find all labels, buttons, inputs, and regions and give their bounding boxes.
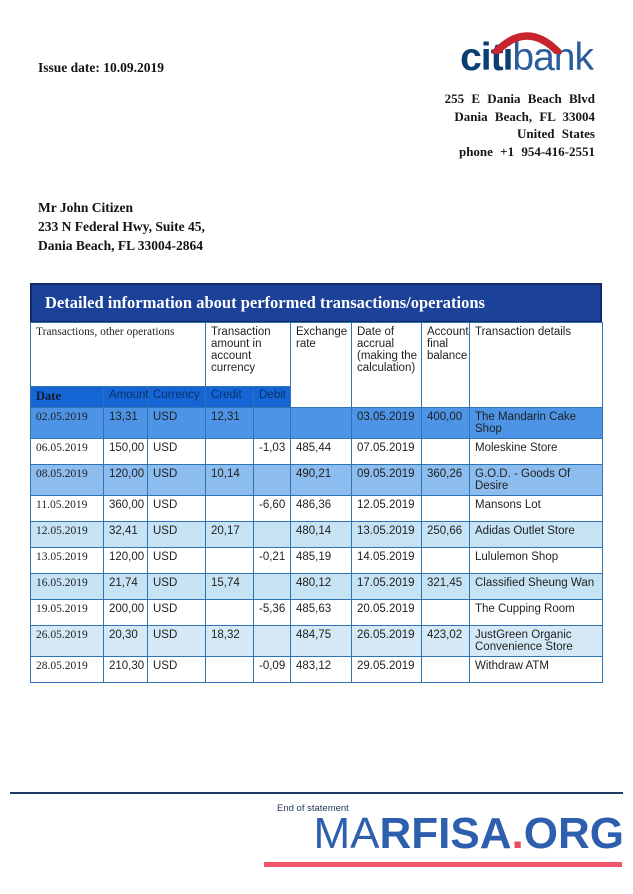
cell-details: Mansons Lot xyxy=(470,496,603,522)
cell-accrual-date: 20.05.2019 xyxy=(352,600,422,626)
bank-address-line: United States xyxy=(516,126,595,141)
cell-credit: 18,32 xyxy=(206,626,254,657)
cell-amount: 13,31 xyxy=(104,408,148,439)
transaction-row xyxy=(31,600,603,626)
cell-currency: USD xyxy=(148,496,206,522)
transactions-section xyxy=(30,283,602,683)
cell-date: 16.05.2019 xyxy=(31,574,104,600)
cell-credit: 12,31 xyxy=(206,408,254,439)
table-title: Detailed information about performed transactions/operations xyxy=(30,283,602,323)
cell-credit xyxy=(206,496,254,522)
cell-balance xyxy=(422,496,470,522)
cell-exchange-rate: 490,21 xyxy=(291,465,352,496)
cell-accrual-date: 26.05.2019 xyxy=(352,626,422,657)
cell-currency: USD xyxy=(148,439,206,465)
cell-exchange-rate: 485,63 xyxy=(291,600,352,626)
cell-balance xyxy=(422,600,470,626)
transaction-row xyxy=(31,496,603,522)
transaction-row xyxy=(31,657,603,683)
cell-balance xyxy=(422,548,470,574)
cell-balance: 400,00 xyxy=(422,408,470,439)
cell-balance xyxy=(422,657,470,683)
cell-details: The Cupping Room xyxy=(470,600,603,626)
cell-credit: 15,74 xyxy=(206,574,254,600)
customer-address-line: 233 N Federal Hwy, Suite 45, xyxy=(38,219,205,234)
bank-address-line: 255 E Dania Beach Blvd xyxy=(444,91,595,106)
cell-details: Moleskine Store xyxy=(470,439,603,465)
cell-debit xyxy=(254,522,291,548)
cell-debit: -6,60 xyxy=(254,496,291,522)
header-amount: Amount xyxy=(104,387,148,408)
cell-date: 02.05.2019 xyxy=(31,408,104,439)
cell-accrual-date: 14.05.2019 xyxy=(352,548,422,574)
cell-amount: 200,00 xyxy=(104,600,148,626)
cell-accrual-date: 29.05.2019 xyxy=(352,657,422,683)
cell-balance: 423,02 xyxy=(422,626,470,657)
cell-amount: 150,00 xyxy=(104,439,148,465)
cell-amount: 120,00 xyxy=(104,548,148,574)
cell-credit xyxy=(206,439,254,465)
customer-address-line: Dania Beach, FL 33004-2864 xyxy=(38,238,204,253)
cell-exchange-rate: 480,12 xyxy=(291,574,352,600)
cell-accrual-date: 09.05.2019 xyxy=(352,465,422,496)
cell-balance: 360,26 xyxy=(422,465,470,496)
header-credit: Credit xyxy=(206,387,254,408)
cell-balance xyxy=(422,439,470,465)
cell-amount: 21,74 xyxy=(104,574,148,600)
cell-debit xyxy=(254,574,291,600)
cell-details: Withdraw ATM xyxy=(470,657,603,683)
cell-currency: USD xyxy=(148,522,206,548)
transaction-row xyxy=(31,548,603,574)
transaction-row xyxy=(31,408,603,439)
cell-currency: USD xyxy=(148,574,206,600)
cell-details: The Mandarin Cake Shop xyxy=(470,408,603,439)
cell-debit xyxy=(254,465,291,496)
cell-debit: -5,36 xyxy=(254,600,291,626)
cell-amount: 120,00 xyxy=(104,465,148,496)
bank-address-line: Dania Beach, FL 33004 xyxy=(454,108,595,124)
cell-exchange-rate: 484,75 xyxy=(291,626,352,657)
transaction-row xyxy=(31,626,603,657)
cell-details: Adidas Outlet Store xyxy=(470,522,603,548)
cell-amount: 210,30 xyxy=(104,657,148,683)
cell-accrual-date: 17.05.2019 xyxy=(352,574,422,600)
cell-date: 26.05.2019 xyxy=(31,626,104,657)
cell-currency: USD xyxy=(148,408,206,439)
cell-date: 13.05.2019 xyxy=(31,548,104,574)
cell-date: 28.05.2019 xyxy=(31,657,104,683)
cell-exchange-rate: 483,12 xyxy=(291,657,352,683)
marfisa-red-bar xyxy=(264,862,622,867)
cell-balance: 321,45 xyxy=(422,574,470,600)
header-debit: Debit xyxy=(254,387,291,408)
cell-credit: 10,14 xyxy=(206,465,254,496)
customer-address-block xyxy=(38,198,205,255)
cell-amount: 32,41 xyxy=(104,522,148,548)
header-date-of-accrual: Date of accrual (making the calculation) xyxy=(352,323,422,408)
cell-accrual-date: 03.05.2019 xyxy=(352,408,422,439)
cell-debit: -1,03 xyxy=(254,439,291,465)
marfisa-logo-org: ORG xyxy=(523,809,624,858)
header-transactions-other-operations: Transactions, other operations xyxy=(31,323,206,387)
cell-amount: 20,30 xyxy=(104,626,148,657)
citi-logo-text: citi xyxy=(460,36,512,79)
cell-date: 19.05.2019 xyxy=(31,600,104,626)
issue-date: Issue date: 10.09.2019 xyxy=(38,60,165,75)
cell-credit xyxy=(206,600,254,626)
cell-debit xyxy=(254,408,291,439)
header-transaction-amount: Transaction amount in account currency xyxy=(206,323,291,387)
cell-balance: 250,66 xyxy=(422,522,470,548)
cell-credit xyxy=(206,657,254,683)
customer-address-line: Mr John Citizen xyxy=(38,200,133,215)
footer-divider xyxy=(10,792,623,794)
header-transaction-details: Transaction details xyxy=(470,323,603,408)
header-date: Date xyxy=(31,387,104,408)
cell-debit: -0,09 xyxy=(254,657,291,683)
marfisa-logo-bold: RFISA xyxy=(379,809,512,858)
citi-arc-icon xyxy=(491,32,563,54)
header-currency: Currency xyxy=(148,387,206,408)
cell-currency: USD xyxy=(148,657,206,683)
transaction-row xyxy=(31,574,603,600)
cell-debit xyxy=(254,626,291,657)
header-account-final-balance: Account final balance xyxy=(422,323,470,408)
cell-amount: 360,00 xyxy=(104,496,148,522)
cell-credit: 20,17 xyxy=(206,522,254,548)
transaction-row xyxy=(31,522,603,548)
cell-exchange-rate: 485,19 xyxy=(291,548,352,574)
cell-accrual-date: 12.05.2019 xyxy=(352,496,422,522)
marfisa-logo xyxy=(314,810,624,858)
cell-accrual-date: 13.05.2019 xyxy=(352,522,422,548)
transactions-table xyxy=(30,322,603,683)
cell-accrual-date: 07.05.2019 xyxy=(352,439,422,465)
cell-debit: -0,21 xyxy=(254,548,291,574)
group-header-row xyxy=(31,323,603,387)
cell-details: Classified Sheung Wan xyxy=(470,574,603,600)
cell-date: 06.05.2019 xyxy=(31,439,104,465)
bank-logo-text: bank xyxy=(512,36,593,79)
cell-currency: USD xyxy=(148,548,206,574)
cell-currency: USD xyxy=(148,626,206,657)
cell-date: 12.05.2019 xyxy=(31,522,104,548)
marfisa-logo-light: MA xyxy=(313,809,380,858)
cell-exchange-rate: 480,14 xyxy=(291,522,352,548)
header-exchange-rate: Exchange rate xyxy=(291,323,352,408)
bank-address-line: phone +1 954-416-2551 xyxy=(458,143,595,159)
end-of-statement-label: End of statement xyxy=(277,803,349,814)
cell-details: G.O.D. - Goods Of Desire xyxy=(470,465,603,496)
cell-details: Lululemon Shop xyxy=(470,548,603,574)
cell-details: JustGreen Organic Convenience Store xyxy=(470,626,603,657)
cell-date: 08.05.2019 xyxy=(31,465,104,496)
cell-exchange-rate xyxy=(291,408,352,439)
cell-date: 11.05.2019 xyxy=(31,496,104,522)
transaction-row xyxy=(31,439,603,465)
cell-exchange-rate: 486,36 xyxy=(291,496,352,522)
bank-address-block xyxy=(445,90,595,160)
citibank-logo xyxy=(460,36,593,80)
transaction-row xyxy=(31,465,603,496)
transactions-body xyxy=(31,408,603,683)
cell-currency: USD xyxy=(148,600,206,626)
cell-currency: USD xyxy=(148,465,206,496)
cell-exchange-rate: 485,44 xyxy=(291,439,352,465)
marfisa-logo-dot: . xyxy=(511,809,524,858)
cell-credit xyxy=(206,548,254,574)
